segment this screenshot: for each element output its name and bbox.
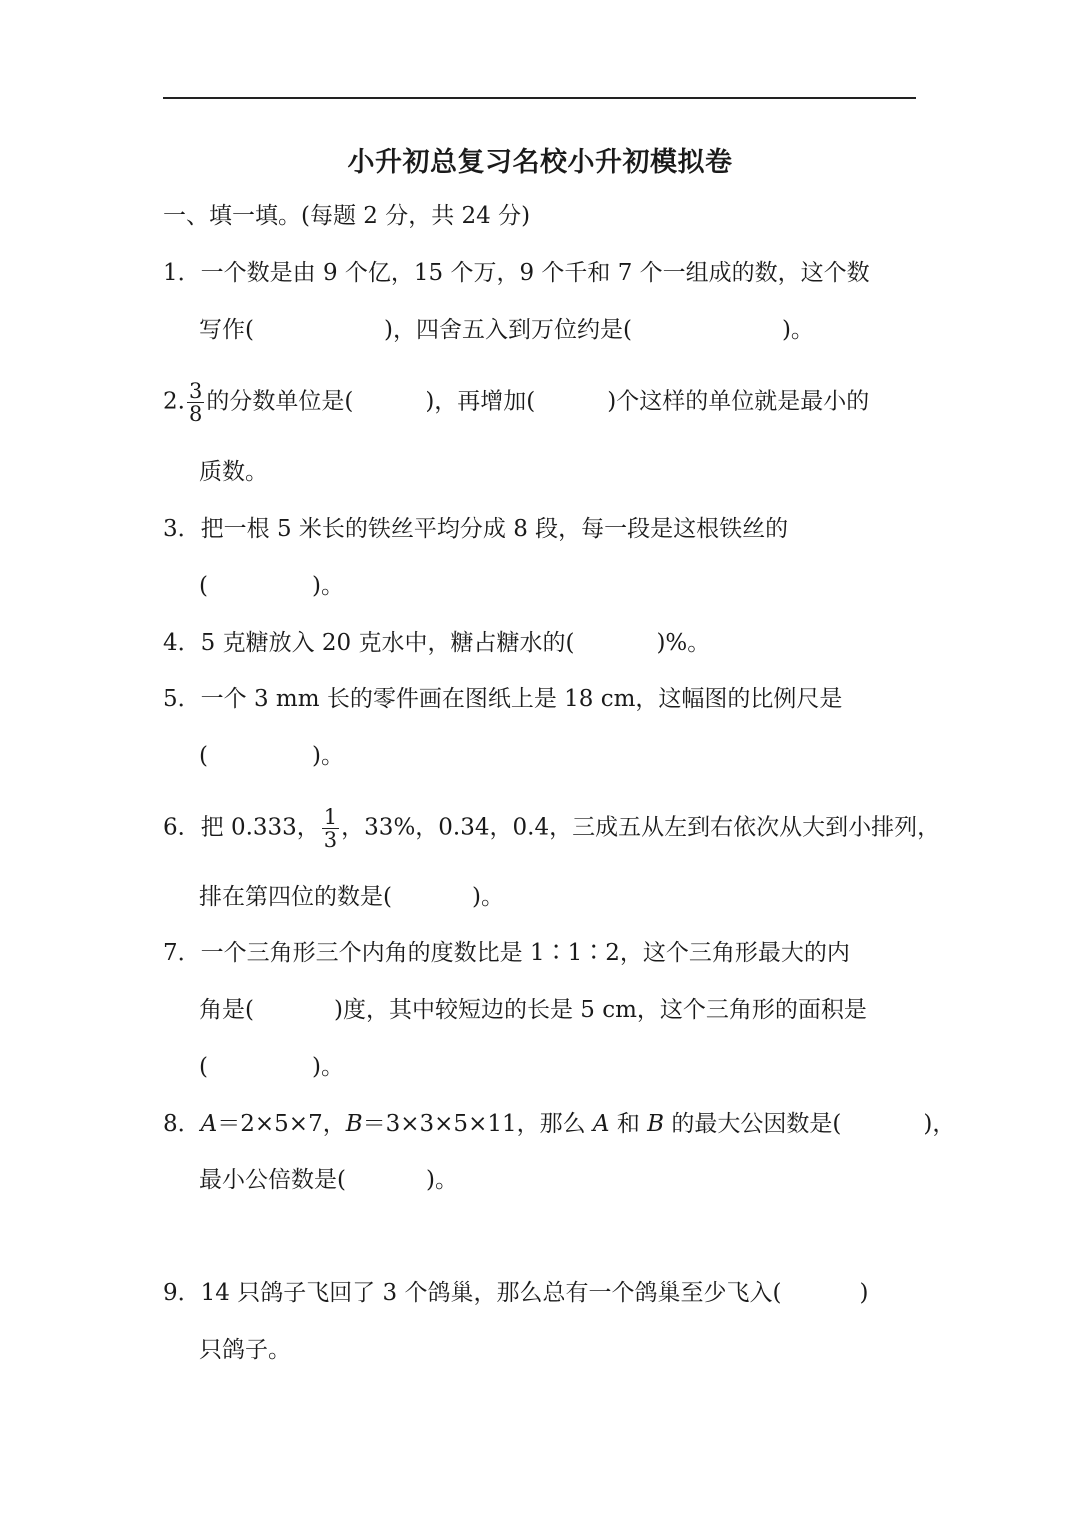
q4-line1: 4．5 克糖放入 20 克水中，糖占糖水的( )%。 [163,630,711,656]
q2-line1: 2. $\frac{3}{8}$ 的分数单位是( )，再增加( )个这样的单位就是最小的 [163,379,870,426]
q9-line1: 9．14 只鸽子飞回了 3 个鸽巢，那么总有一个鸽巢至少飞入( ) [163,1280,869,1306]
q3-line1: 3．把一根 5 米长的铁丝平均分成 8 段，每一段是这根铁丝的 [163,516,789,542]
header-rule [163,97,916,99]
q5-line2: ( )。 [199,743,344,769]
q1-line2: 写作( )，四舍五入到万位约是( )。 [199,317,814,343]
section-heading: 一、填一填。(每题 2 分，共 24 分) [163,203,531,229]
q1-line1: 1．一个数是由 9 个亿，15 个万，9 个千和 7 个一组成的数，这个数 [163,260,870,286]
q3-line2: ( )。 [199,573,344,599]
q2-line2: 质数。 [199,459,268,485]
q6-line1: 6．把 0.333， $\frac{1}{3}$ ，33%，0.34，0.4，三成五从左到右依次从大到小排列， [163,805,941,852]
q7-line3: ( )。 [199,1054,344,1080]
fraction: $\frac{1}{3}$ [323,805,338,852]
q7-line1: 7．一个三角形三个内角的度数比是 1∶1∶2，这个三角形最大的内 [163,940,850,966]
q7-line2: 角是( )度，其中较短边的长是 5 cm，这个三角形的面积是 [199,997,867,1023]
q6-line2: 排在第四位的数是( )。 [199,884,504,910]
q8-line2: 最小公倍数是( )。 [199,1167,458,1193]
q5-line1: 5．一个 3 mm 长的零件画在图纸上是 18 cm，这幅图的比例尺是 [163,686,843,712]
page-title: 小升初总复习名校小升初模拟卷 [347,147,733,178]
q8-line1: 8．A＝2×5×7，B＝3×3×5×11，那么 A 和 B 的最大公因数是( )， [163,1111,956,1137]
q9-line2: 只鸽子。 [199,1337,291,1363]
fraction: $\frac{3}{8}$ [188,379,203,426]
